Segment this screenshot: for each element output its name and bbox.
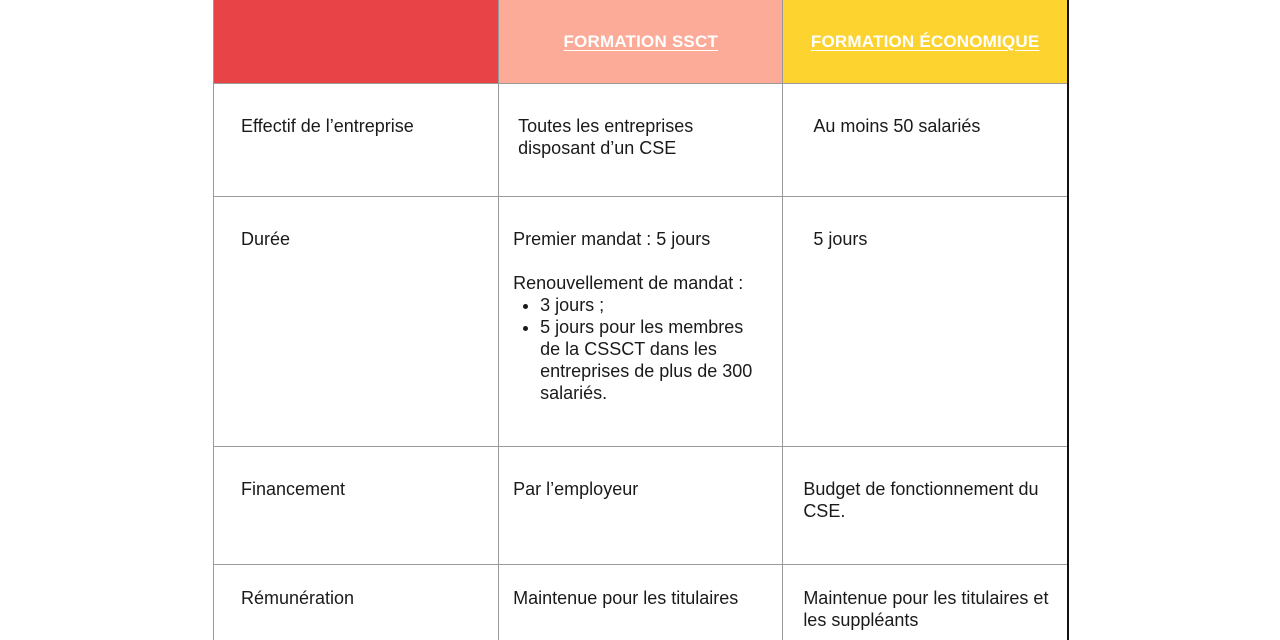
header-cell-ssct [499, 0, 783, 84]
header-cell-empty [214, 0, 499, 84]
economique-value: Au moins 50 salariés [813, 116, 981, 136]
ssct-cell [499, 565, 783, 640]
row-label: Financement [241, 479, 346, 499]
economique-value: Maintenue pour les titulaires et les suppléants [803, 588, 1049, 630]
table-row-financement [214, 447, 1069, 565]
row-label: Rémunération [241, 588, 355, 608]
list-item: • 5 jours pour les membres de la CSSCT dans les entreprises de plus de 300 salariés. [540, 316, 766, 404]
ssct-value: Toutes les entreprises disposant d’un CSE [518, 116, 694, 158]
ssct-cell [499, 197, 783, 447]
row-label-cell [214, 197, 499, 447]
ssct-cell [499, 84, 783, 197]
row-label: Effectif de l’entreprise [241, 116, 414, 136]
economique-value: Budget de fonctionnement du CSE. [803, 479, 1039, 521]
economique-value: 5 jours [813, 229, 868, 249]
header-label-economique: FORMATION ÉCONOMIQUE [810, 31, 1040, 51]
row-label-cell [214, 447, 499, 565]
ssct-renewal-title: Renouvellement de mandat : [513, 273, 744, 293]
list-item: • 3 jours ; [540, 294, 766, 316]
ssct-duree-content [499, 197, 782, 404]
ssct-renewal-list [513, 294, 766, 404]
header-label-ssct: FORMATION SSCT [563, 31, 718, 51]
ssct-value: Par l’employeur [513, 479, 639, 499]
header-cell-economique [783, 0, 1068, 84]
table-row-duree [214, 197, 1069, 447]
economique-cell [783, 447, 1068, 565]
ssct-cell [499, 447, 783, 565]
table-row-remuneration [214, 565, 1069, 640]
row-label-cell [214, 84, 499, 197]
paragraph-gap [513, 250, 766, 272]
ssct-first-mandate: Premier mandat : 5 jours [513, 229, 711, 249]
ssct-value: Maintenue pour les titulaires [513, 588, 739, 608]
economique-cell [783, 197, 1068, 447]
row-label: Durée [241, 229, 291, 249]
row-label-cell [214, 565, 499, 640]
economique-cell [783, 84, 1068, 197]
economique-cell [783, 565, 1068, 640]
comparison-table [213, 0, 1069, 640]
table-header-row [214, 0, 1069, 84]
table-row-effectif [214, 84, 1069, 197]
